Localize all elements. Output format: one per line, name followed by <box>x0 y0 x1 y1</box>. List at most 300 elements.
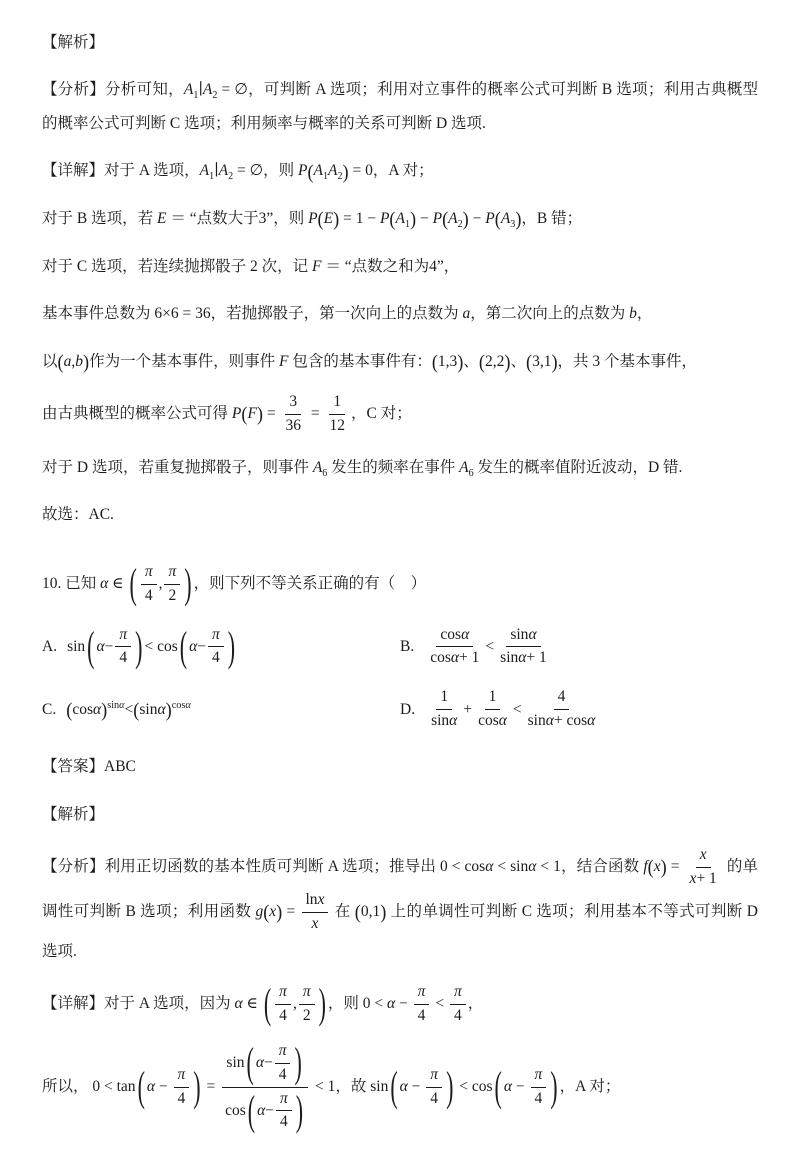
math-variable: π <box>177 1065 186 1083</box>
stretch-paren: ) <box>462 208 469 231</box>
q10-option-a <box>42 622 400 670</box>
text-run: 对于 C 选项，若连续抛掷骰子 2 次，记 <box>42 257 312 275</box>
stretch-paren: ) <box>165 698 172 721</box>
fraction-numerator <box>485 687 501 710</box>
math-variable: α <box>119 700 125 712</box>
text-run: ，则 0 < <box>327 994 388 1012</box>
text-run: − <box>416 210 433 228</box>
stretch-paren: ) <box>193 1062 201 1110</box>
text-run: 的单调性可判断 B 选项；利用函数 <box>42 857 758 920</box>
text-run: sin <box>500 649 519 667</box>
fraction <box>427 687 461 732</box>
text-run: 、 <box>510 352 526 370</box>
fraction-denominator <box>414 1005 430 1027</box>
fraction-numerator <box>696 845 711 868</box>
math-variable: α <box>450 649 460 667</box>
text-run: < sin <box>493 857 529 875</box>
math-variable: π <box>168 562 177 580</box>
stretch-paren: ( <box>494 208 501 231</box>
math-variable: α <box>528 857 537 875</box>
math-variable: P <box>485 210 495 228</box>
math-subscripted-variable: $A_2$ <box>328 162 343 183</box>
fraction <box>326 392 350 437</box>
math-exponent <box>107 700 124 719</box>
math-variable: F <box>247 404 257 422</box>
stretch-paren: ( <box>494 1062 502 1110</box>
math-variable: α <box>189 637 198 655</box>
stretch-paren: ( <box>137 1062 145 1110</box>
text-run: + 1 <box>526 649 547 667</box>
q9-detail-option-c-line1 <box>42 250 758 283</box>
math-variable: α <box>92 700 102 718</box>
text-run: 0,1 <box>360 902 381 920</box>
fraction-numerator <box>554 687 570 710</box>
fraction-numerator <box>426 1065 442 1088</box>
math-variable: α <box>461 625 470 643</box>
math-subscripted-variable: $A_1$ <box>183 81 199 102</box>
q10-options-row-1 <box>42 622 758 670</box>
text-run: 10. 已知 <box>42 574 101 592</box>
math-variable: π <box>279 982 287 1000</box>
q10-question-stem <box>42 559 758 607</box>
stretch-paren: ) <box>295 1086 304 1134</box>
fraction-denominator <box>276 1111 292 1133</box>
text-run: sin <box>431 712 450 730</box>
math-variable: F <box>278 352 289 370</box>
math-exponent <box>172 700 191 719</box>
q9-detail-option-c-line4 <box>42 392 758 437</box>
text-run: ＝ “点数大于3”，则 <box>166 210 309 228</box>
text-run: 4 <box>211 649 220 667</box>
text-run: 1 <box>333 392 342 410</box>
math-variable: E <box>323 210 334 228</box>
text-run: 4 <box>278 1065 287 1083</box>
stretch-paren: ( <box>241 403 248 425</box>
text-run: 12 <box>329 416 346 434</box>
text-run: sin <box>527 712 546 730</box>
fraction-denominator <box>450 1005 466 1027</box>
text-run: = ∅，则 <box>233 162 298 180</box>
math-variable: x <box>689 869 697 887</box>
math-variable: π <box>278 1041 287 1059</box>
math-variable: α <box>257 1101 266 1119</box>
stretch-paren: ( <box>317 208 324 231</box>
fraction <box>426 625 483 670</box>
option-c-formula <box>66 700 190 719</box>
stretch-paren: ( <box>246 1038 254 1086</box>
text-run: ， <box>467 994 484 1012</box>
subscript: 2 <box>212 90 218 102</box>
fraction-numerator <box>302 890 329 913</box>
stretch-paren: ) <box>294 1038 302 1086</box>
fraction-numerator <box>329 392 345 415</box>
text-run: 2 <box>168 586 177 604</box>
math-subscripted-variable: $A_2$ <box>202 81 218 102</box>
subscript: 1 <box>323 171 329 183</box>
stretch-paren: ( <box>129 559 137 607</box>
text-run: 在 <box>330 902 355 920</box>
text-run: < 1，故 sin <box>311 1077 389 1095</box>
fraction-denominator <box>326 415 350 437</box>
text-run: ， <box>636 305 653 323</box>
q10-option-d <box>400 687 758 732</box>
q10-analysis-header: 【解析】 <box>42 805 105 823</box>
text-run: 包含的基本事件有： <box>288 352 432 370</box>
stretch-paren: ) <box>82 350 90 373</box>
option-c-label: C. <box>42 700 57 718</box>
fraction <box>115 625 131 670</box>
math-subscripted-variable: $A_6$ <box>312 458 328 479</box>
math-variable: P <box>297 162 308 180</box>
option-b-label: B. <box>400 637 415 655</box>
text-run: 【分析】分析可知， <box>42 81 184 99</box>
text-run: < <box>124 700 134 718</box>
text-run: 基本事件总数为 6×6 = 36，若抛掷骰子，第一次向上的点数为 <box>42 305 463 323</box>
stretch-paren: ) <box>184 559 192 607</box>
math-variable: b <box>629 305 637 323</box>
text-run: = ∅，可判断 A 选项；利用对立事件的概率公式可判断 B 选项；利用古典概型的概率公式可判断 C 选项；利用频率与概率的关系可判断 D 选项. <box>42 81 758 133</box>
option-a-label: A. <box>42 637 58 655</box>
stretch-paren: ( <box>133 698 140 721</box>
fraction-numerator <box>222 1038 307 1088</box>
text-run: ，C 对； <box>351 404 412 422</box>
fraction <box>208 625 224 670</box>
text-run: 由古典概型的概率公式可得 <box>42 404 232 422</box>
text-run: , <box>292 994 297 1012</box>
fraction-numerator <box>208 625 224 648</box>
fraction-numerator <box>531 1065 547 1088</box>
stretch-paren: ( <box>87 622 95 670</box>
text-run: sin <box>510 625 529 643</box>
text-run: + 1 <box>696 869 717 887</box>
math-variable: x <box>311 914 319 932</box>
fraction-denominator <box>115 647 131 669</box>
q9-analysis-header: 【解析】 <box>42 34 105 51</box>
text-run: 、 <box>463 352 479 370</box>
fraction <box>174 1065 190 1110</box>
stretch-paren: ) <box>457 350 464 373</box>
text-run: 4 <box>280 1113 288 1131</box>
fraction-numerator <box>450 982 466 1005</box>
math-variable: π <box>280 1089 288 1107</box>
fraction-denominator <box>275 1005 291 1027</box>
text-run: , <box>71 352 76 370</box>
text-run: ，第二次向上的点数为 <box>470 305 630 323</box>
stretch-paren: ( <box>179 622 188 670</box>
text-run: , <box>158 574 163 592</box>
subscript: 2 <box>457 219 463 231</box>
text-run: 4 <box>119 649 128 667</box>
stretch-paren: ( <box>263 979 272 1028</box>
fraction-denominator <box>208 647 224 669</box>
math-variable: α <box>498 712 507 730</box>
text-run: = <box>282 902 300 920</box>
fraction-denominator <box>174 1088 190 1110</box>
stretch-paren: ) <box>256 403 264 425</box>
text-run: = <box>202 1077 220 1095</box>
text-run: 4 <box>534 1089 543 1107</box>
math-variable: x <box>653 857 661 875</box>
q10-option-c <box>42 700 400 719</box>
fraction-numerator <box>141 562 157 585</box>
superscript <box>172 700 191 711</box>
math-variable: ∣ <box>198 81 203 99</box>
math-variable: α <box>545 712 554 730</box>
text-run: − <box>395 994 412 1012</box>
math-variable: α <box>146 1077 156 1095</box>
text-run: + cos <box>553 712 588 730</box>
stretch-paren: ) <box>227 622 236 670</box>
math-variable: π <box>453 982 462 1000</box>
stretch-paren: ( <box>525 350 533 373</box>
stretch-paren: ) <box>101 698 108 721</box>
stretch-paren: ( <box>354 901 361 923</box>
subscript: 6 <box>322 467 328 479</box>
text-run: = 0，A 对； <box>348 162 434 180</box>
math-variable: α <box>100 574 109 592</box>
math-variable: F <box>311 257 322 275</box>
text-run: 4 <box>453 1006 462 1024</box>
text-run: 对于 D 选项，若重复抛掷骰子，则事件 <box>42 458 313 476</box>
text-run: sin <box>67 637 86 655</box>
text-run: 3 <box>289 392 298 410</box>
fraction <box>531 1065 547 1110</box>
math-variable: g <box>255 902 264 920</box>
text-run: cos <box>430 649 451 667</box>
text-run: < <box>512 700 522 718</box>
fraction-numerator <box>275 1041 291 1064</box>
text-run: − <box>104 637 114 655</box>
text-run: − <box>407 1077 425 1095</box>
subscript: 1 <box>193 90 199 102</box>
math-variable: α <box>449 712 458 730</box>
text-run: − <box>197 637 206 655</box>
math-variable: π <box>534 1065 543 1083</box>
fraction-denominator <box>141 585 157 607</box>
text-run: ，B 错； <box>521 210 583 228</box>
q9-detail-option-d <box>42 451 758 485</box>
q10-answer-line: 【答案】ABC <box>42 758 136 776</box>
fraction <box>282 392 306 437</box>
option-d-formula <box>425 687 601 732</box>
stretch-paren: ) <box>333 208 340 231</box>
math-variable: α <box>96 637 105 655</box>
text-run: 4 <box>417 1006 426 1024</box>
text-run: 对于 B 选项，若 <box>42 210 157 228</box>
q9-detail-option-a <box>42 154 758 188</box>
text-run: 【详解】对于 A 选项， <box>42 162 200 180</box>
fraction-denominator <box>474 710 511 732</box>
math-variable: a <box>63 352 72 370</box>
math-subscripted-variable: $A_2$ <box>448 210 463 231</box>
math-variable: α <box>234 994 243 1012</box>
math-variable: x <box>699 845 707 863</box>
math-variable: P <box>432 210 443 228</box>
math-variable: α <box>387 994 396 1012</box>
subscript: 1 <box>209 171 215 183</box>
math-subscripted-variable: $A_2$ <box>218 162 234 183</box>
text-run: + <box>463 700 473 718</box>
fraction-denominator <box>524 710 600 732</box>
fraction <box>686 845 721 890</box>
text-run: − <box>265 1101 275 1119</box>
fraction-numerator <box>275 982 291 1005</box>
fraction-denominator <box>221 1088 309 1134</box>
stretch-paren: ) <box>135 622 143 670</box>
text-run: < 1，结合函数 <box>536 857 644 875</box>
math-variable: a <box>462 305 471 323</box>
fraction <box>164 562 180 607</box>
text-run: < cos <box>144 637 178 655</box>
text-run: = 1 − <box>339 210 380 228</box>
stretch-paren: ( <box>431 350 438 373</box>
fraction <box>414 982 430 1027</box>
q9-detail-option-b <box>42 202 758 236</box>
fraction-denominator <box>427 710 461 732</box>
math-variable: f <box>643 857 648 875</box>
text-run: + 1 <box>459 649 480 667</box>
text-run: cos <box>72 700 93 718</box>
math-subscripted-variable: $A_3$ <box>500 210 516 231</box>
text-run: < cos <box>455 1077 493 1095</box>
fraction-numerator <box>436 687 452 710</box>
stretch-paren: ) <box>551 350 558 373</box>
math-variable: π <box>211 625 220 643</box>
text-run: − <box>263 1053 273 1071</box>
stretch-paren: ) <box>660 856 667 878</box>
stretch-paren: ( <box>478 350 485 373</box>
text-run: 【分析】利用正切函数的基本性质可判断 A 选项；推导出 0 < cos <box>42 857 486 875</box>
fraction <box>474 687 511 732</box>
fraction-denominator <box>686 868 721 890</box>
fraction <box>426 1065 442 1110</box>
fraction <box>302 890 329 935</box>
stretch-paren: ) <box>504 350 511 373</box>
option-d-label: D. <box>400 700 416 718</box>
text-run: < <box>485 637 495 655</box>
text-run: 4 <box>144 586 153 604</box>
math-variable: π <box>119 625 128 643</box>
text-run: sin <box>139 700 158 718</box>
text-run: < <box>431 994 448 1012</box>
stretch-paren: ( <box>57 350 64 373</box>
option-a-formula <box>67 622 237 670</box>
text-run: 1,3 <box>437 352 458 370</box>
math-subscripted-variable: $A_6$ <box>459 458 474 479</box>
fraction-numerator <box>115 625 131 648</box>
text-run: − <box>512 1077 529 1095</box>
q10-option-b <box>400 625 758 670</box>
fraction-numerator <box>276 1089 292 1112</box>
math-variable: α <box>518 649 527 667</box>
text-run: 发生的概率值附近波动，D 错. <box>473 458 683 476</box>
stretch-paren: ( <box>247 1086 256 1134</box>
fraction-denominator <box>308 913 323 935</box>
fraction-numerator <box>414 982 430 1005</box>
text-run: 2 <box>302 1006 311 1024</box>
fraction-numerator <box>164 562 180 585</box>
subscript: 6 <box>468 467 474 479</box>
text-run: = <box>263 404 280 422</box>
subscript: 3 <box>510 219 516 231</box>
q10-detail-option-a-line2 <box>42 1038 758 1134</box>
text-run: cos <box>440 625 462 643</box>
fraction <box>275 982 291 1027</box>
text-run: 4 <box>430 1089 439 1107</box>
math-variable: π <box>430 1065 439 1083</box>
fraction <box>141 562 157 607</box>
text-run: sin <box>226 1053 245 1071</box>
fraction <box>496 625 551 670</box>
stretch-paren: ( <box>390 1062 398 1110</box>
option-b-formula <box>424 625 553 670</box>
text-run: 2,2 <box>485 352 505 370</box>
math-variable: ∣ <box>214 162 219 180</box>
math-variable: x <box>269 902 277 920</box>
fraction <box>299 982 315 1027</box>
stretch-paren: ) <box>446 1062 454 1110</box>
q10-options-row-2 <box>42 687 758 732</box>
stretch-paren: ( <box>389 208 396 231</box>
text-run: ，A 对； <box>559 1077 621 1095</box>
stretch-paren: ) <box>318 979 326 1028</box>
text-run: − <box>468 210 486 228</box>
math-variable: P <box>231 404 242 422</box>
fraction-numerator <box>299 982 315 1005</box>
text-run: 作为一个基本事件，则事件 <box>89 352 279 370</box>
text-run: = <box>307 404 324 422</box>
stretch-paren: ( <box>647 856 654 878</box>
fraction-numerator <box>174 1065 190 1088</box>
fraction-denominator <box>275 1064 291 1086</box>
fraction-denominator <box>282 415 306 437</box>
text-run: 以 <box>42 352 58 370</box>
text-run: ＝ “点数之和为4”， <box>321 257 460 275</box>
fraction-denominator <box>299 1005 315 1027</box>
fraction <box>450 982 466 1027</box>
q10-analysis-paragraph <box>42 845 758 968</box>
text-run: 4 <box>557 688 566 706</box>
q9-detail-option-c-line3 <box>42 345 758 378</box>
math-variable: P <box>379 210 390 228</box>
stretch-paren: ( <box>263 901 270 923</box>
stretch-paren: ) <box>550 1062 558 1110</box>
text-run: ，则下列不等关系正确的有（ ） <box>193 574 427 592</box>
math-variable: α <box>185 700 191 712</box>
subscript: 2 <box>228 171 234 183</box>
text-run: 发生的频率在事件 <box>327 458 460 476</box>
text-run: cos <box>171 700 186 712</box>
math-variable: α <box>528 625 537 643</box>
text-run: ，共 3 个基本事件， <box>557 352 698 370</box>
stretch-paren: ) <box>276 901 283 923</box>
text-run: 1 <box>440 688 449 706</box>
math-variable: E <box>156 210 167 228</box>
math-variable: α <box>503 1077 513 1095</box>
text-run: cos <box>478 712 499 730</box>
q9-analysis-paragraph <box>42 73 758 140</box>
text-run: ln <box>305 890 318 908</box>
stretch-paren: ( <box>307 160 314 183</box>
text-run: ∈ <box>108 574 128 592</box>
fraction <box>276 1089 292 1134</box>
q9-detail-option-c-line2 <box>42 297 758 330</box>
fraction-numerator <box>506 625 540 648</box>
text-run: 上的单调性可判断 C 选项；利用基本不等式可判断 D 选项. <box>42 902 758 960</box>
text-run: 36 <box>285 416 302 434</box>
text-run: 1 <box>488 688 497 706</box>
text-run: cos <box>225 1101 246 1119</box>
